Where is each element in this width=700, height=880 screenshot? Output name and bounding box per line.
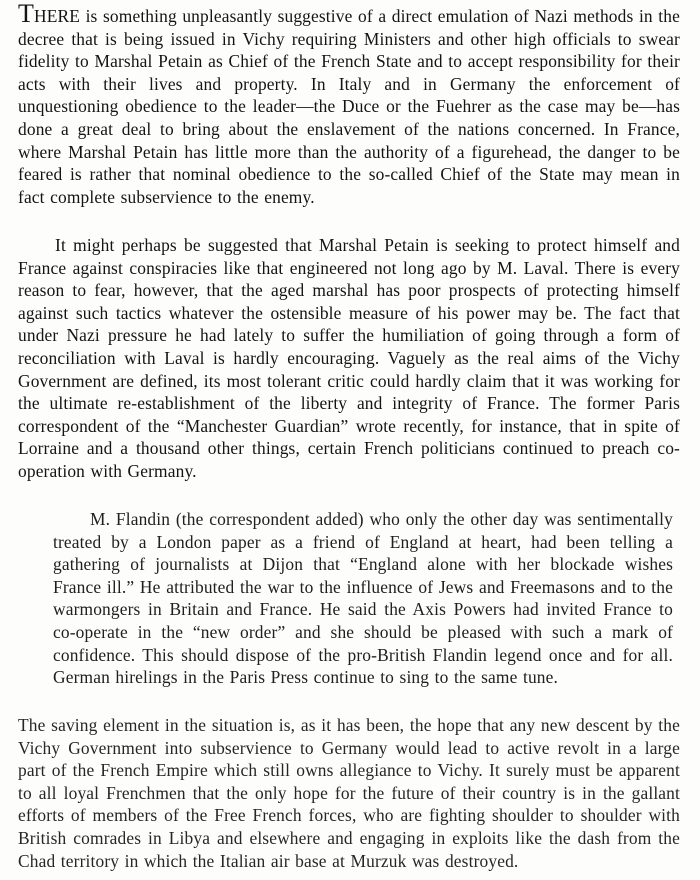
- paragraph-1: [18, 0, 680, 208]
- quoted-passage: M. Flandin (the correspondent added) who only the other day was sentimentally treated by a London paper as a friend of England at heart, had been telling a gathering of journalists at Dijon that “England alone with her blockade wishes France ill.” He attributed the war to the influence of Jews and Freemasons and to the warmongers in Britain and France. He said the Axis Powers had invited France to co-operate in the “new order” and she should be pleased with such a mark of confidence. This should dispose of the pro-British Flandin legend once and for all. German hirelings in the Paris Press continue to sing to the same tune.: [53, 509, 673, 688]
- paragraph-1-text: HERE is something unpleasantly suggestive of a direct emulation of Nazi methods in the decree that is being issued in Vichy requiring Ministers and other high officials to swear fidelity to Marshal Petain as Chief of the French State and to accept responsibility for their acts with their lives and property. In Italy and in Germany the enforcement of unquestioning obedience to the leader—the Duce or the Fuehrer as the case may be—has done a great deal to bring about the enslavement of the nations concerned. In France, where Marshal Petain has little more than the authority of a figurehead, the danger to be feared is rather that nominal obedience to the so-called Chief of the State may mean in fact complete subservience to the enemy.: [18, 6, 680, 207]
- paragraph-3: The saving element in the situation is, as it has been, the hope that any new descent by the Vichy Government into subservience to Germany would lead to active revolt in a large part of the French Empire which still owns allegiance to Vichy. It surely must be apparent to all loyal Frenchmen that the only hope for the future of their country is in the gallant efforts of members of the Free French forces, who are fighting shoulder to shoulder with British comrades in Libya and elsewhere and engaging in exploits like the dash from the Chad territory in which the Italian air base at Murzuk was destroyed.: [18, 715, 680, 871]
- paragraph-2: It might perhaps be suggested that Marshal Petain is seeking to protect himself and France against conspiracies like that engineered not long ago by M. Laval. There is every reason to fear, however, that the aged marshal has poor prospects of protecting himself against such tactics whatever the ostensible measure of his power may be. The fact that under Nazi pressure he had lately to suffer the humiliation of going through a form of reconciliation with Laval is hardly encouraging. Vaguely as the real aims of the Vichy Government are defined, its most tolerant critic could hardly claim that it was working for the ultimate re-establishment of the liberty and integrity of France. The former Paris correspondent of the “Manchester Guardian” wrote recently, for instance, that in spite of Lorraine and a thousand other things, certain French politicians continued to preach co-operation with Germany.: [18, 235, 680, 481]
- drop-cap: T: [18, 0, 35, 28]
